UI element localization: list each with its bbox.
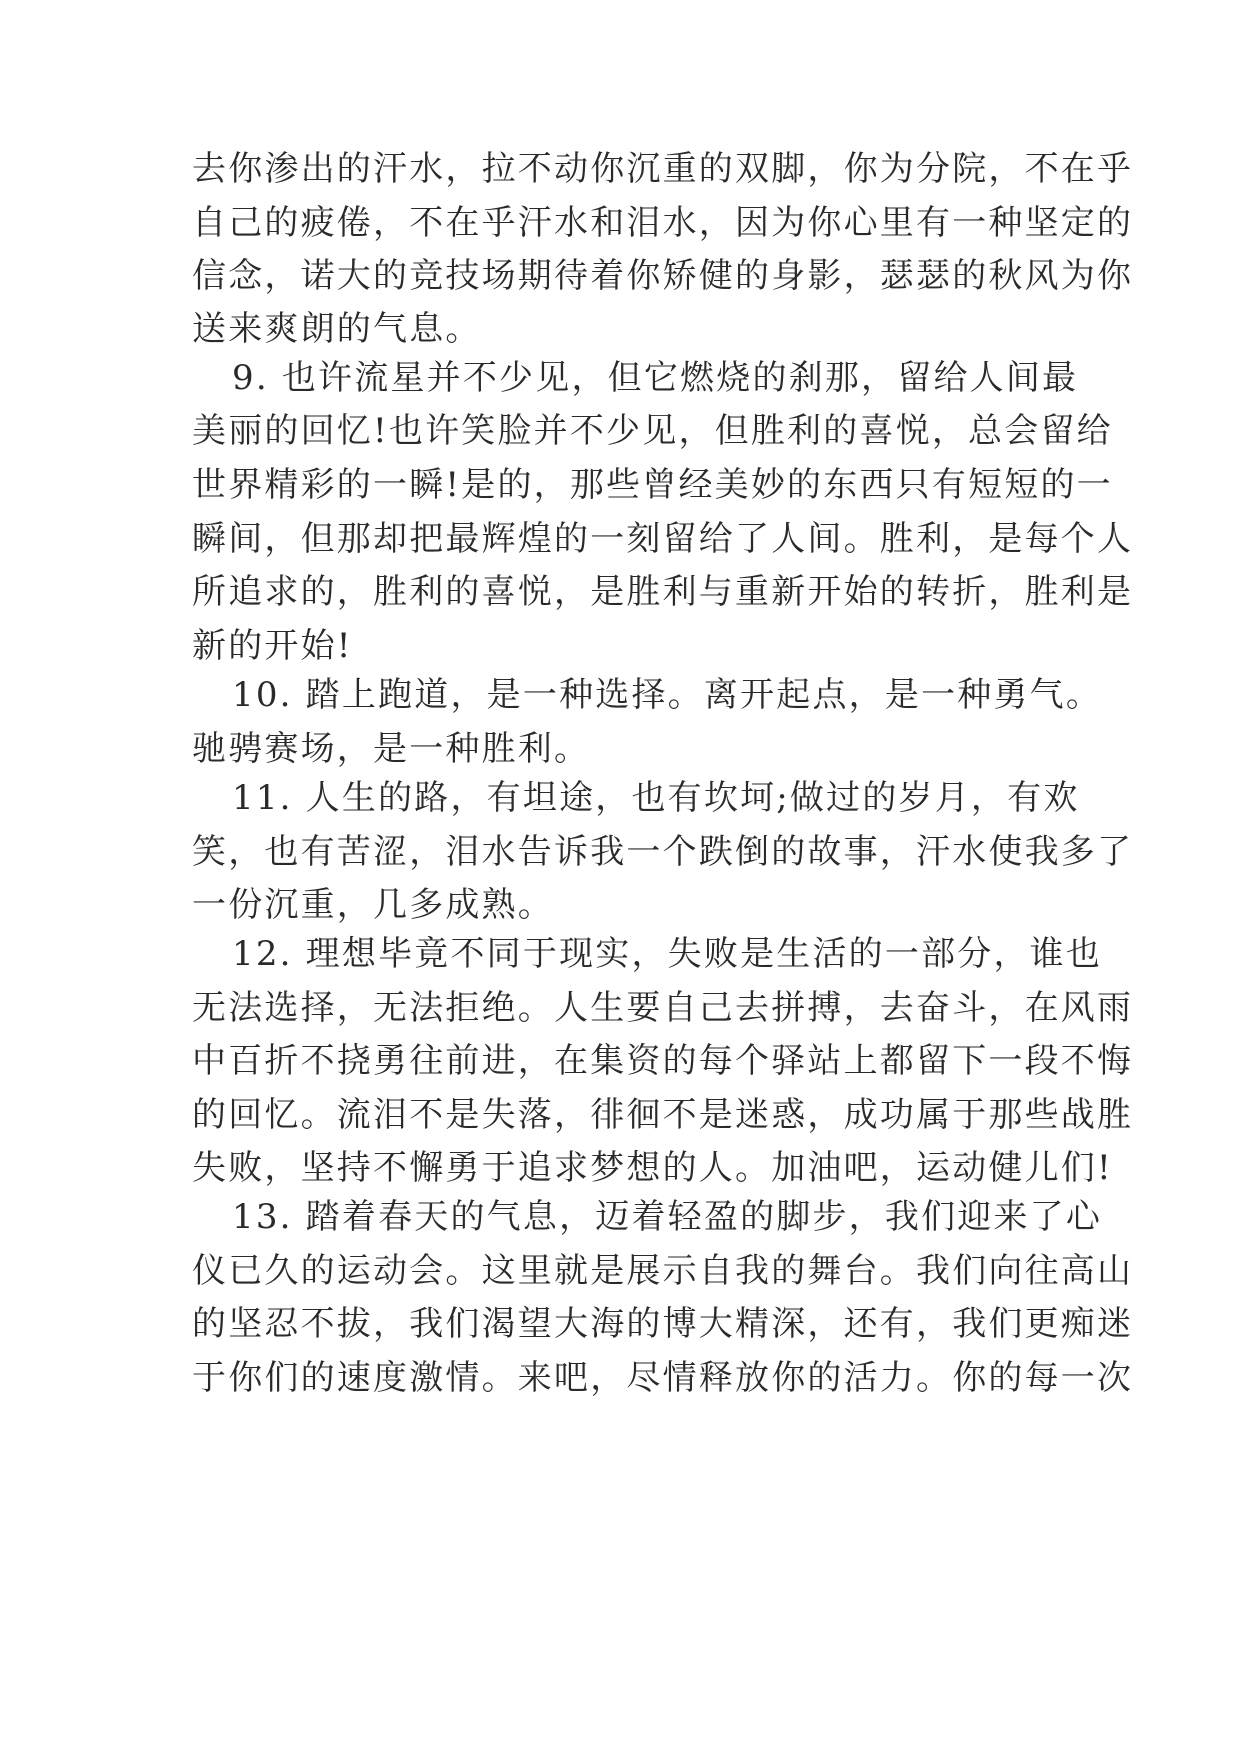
text-line: 中百折不挠勇往前进，在集资的每个驿站上都留下一段不悔 [192,1041,1134,1081]
text-line: 于你们的速度激情。来吧，尽情释放你的活力。你的每一次 [192,1358,1134,1398]
text-line: 笑，也有苦涩，泪水告诉我一个跌倒的故事，汗水使我多了 [192,832,1134,872]
paragraph-11-first-line: 11. 人生的路，有坦途，也有坎坷;做过的岁月，有欢 [232,778,1080,818]
text-line: 的回忆。流泪不是失落，徘徊不是迷惑，成功属于那些战胜 [192,1095,1134,1135]
text-line: 一份沉重，几多成熟。 [192,885,554,925]
paragraph-10-first-line: 10. 踏上跑道，是一种选择。离开起点，是一种勇气。 [232,675,1103,715]
text-line: 新的开始! [192,626,353,666]
text-line: 美丽的回忆!也许笑脸并不少见，但胜利的喜悦，总会留给 [192,411,1113,451]
text-line: 信念，诺大的竞技场期待着你矫健的身影，瑟瑟的秋风为你 [192,256,1134,296]
text-line: 送来爽朗的气息。 [192,309,482,349]
text-line: 无法选择，无法拒绝。人生要自己去拼搏，去奋斗，在风雨 [192,988,1134,1028]
paragraph-9-first-line: 9. 也许流星并不少见，但它燃烧的刹那，留给人间最 [232,358,1079,398]
text-line: 驰骋赛场，是一种胜利。 [192,729,591,769]
text-line: 失败，坚持不懈勇于追求梦想的人。加油吧，运动健儿们! [192,1148,1113,1188]
text-line: 世界精彩的一瞬!是的，那些曾经美妙的东西只有短短的一 [192,465,1113,505]
text-line: 去你渗出的汗水，拉不动你沉重的双脚，你为分院，不在乎 [192,149,1134,189]
text-line: 所追求的，胜利的喜悦，是胜利与重新开始的转折，胜利是 [192,572,1134,612]
text-line: 的坚忍不拔，我们渴望大海的博大精深，还有，我们更痴迷 [192,1304,1134,1344]
paragraph-12-first-line: 12. 理想毕竟不同于现实，失败是生活的一部分，谁也 [232,934,1103,974]
paragraph-13-first-line: 13. 踏着春天的气息，迈着轻盈的脚步，我们迎来了心 [232,1197,1103,1237]
text-line: 自己的疲倦，不在乎汗水和泪水，因为你心里有一种坚定的 [192,203,1134,243]
text-line: 仪已久的运动会。这里就是展示自我的舞台。我们向往高山 [192,1251,1134,1291]
text-line: 瞬间，但那却把最辉煌的一刻留给了人间。胜利，是每个人 [192,519,1134,559]
